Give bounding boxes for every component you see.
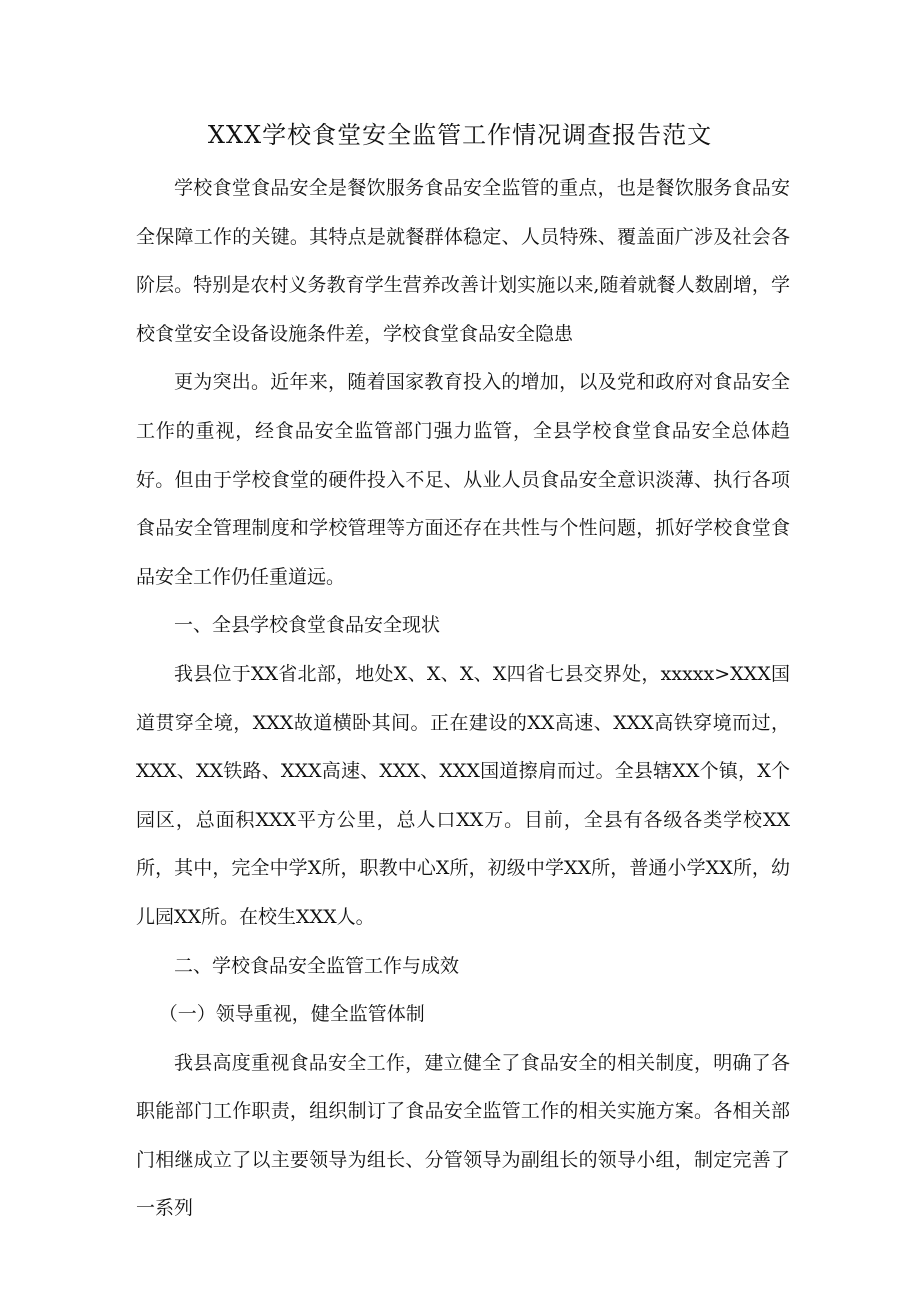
paragraph-background: 更为突出。近年来，随着国家教育投入的增加，以及党和政府对食品安全工作的重视，经食品安全监管部门强力监管，全县学校食堂食品安全总体趋好。但由于学校食堂的硬件投入不足、从业人员食品安全意识淡薄、执行各项食品安全管理制度和学校管理等方面还存在共性与个性问题，抓好学校食堂食品安全工作仍任重道远。 (136, 371, 790, 588)
document-body (136, 164, 790, 1233)
paragraph-leadership: 我县高度重视食品安全工作，建立健全了食品安全的相关制度，明确了各职能部门工作职责，组织制订了食品安全监管工作的相关实施方案。各相关部门相继成立了以主要领导为组长、分管领导为副组长的领导小组，制定完善了一系列 (136, 1051, 790, 1220)
document-title: XXX学校食堂安全监管工作情况调查报告范文 (207, 121, 713, 149)
section-heading-supervision: 二、学校食品安全监管工作与成效 (174, 954, 460, 977)
paragraph-intro: 学校食堂食品安全是餐饮服务食品安全监管的重点，也是餐饮服务食品安全保障工作的关键。其特点是就餐群体稳定、人员特殊、覆盖面广涉及社会各阶层。特别是农村义务教育学生营养改善计划实施以来,随着就餐人数剧增，学校食堂安全设备设施条件差，学校食堂食品安全隐患 (136, 177, 790, 345)
paragraph-county-overview: 我县位于XX省北部，地处X、X、X、X四省七县交界处，xxxxx>XXX国道贯穿全境，XXX故道横卧其间。正在建设的XX高速、XXX高铁穿境而过，XXX、XX铁路、XXX高速、XXX、XXX国道擦肩而过。全县辖XX个镇，X个园区，总面积XXX平方公里，总人口XX万。目前，全县有各级各类学校XX所，其中，完全中学X所，职教中心X所，初级中学XX所，普通小学XX所，幼儿园XX所。在校生XXX人。 (136, 662, 790, 928)
subsection-heading-leadership: （一）领导重视，健全监管体制 (158, 1003, 425, 1026)
section-heading-status: 一、全县学校食堂食品安全现状 (174, 614, 441, 637)
